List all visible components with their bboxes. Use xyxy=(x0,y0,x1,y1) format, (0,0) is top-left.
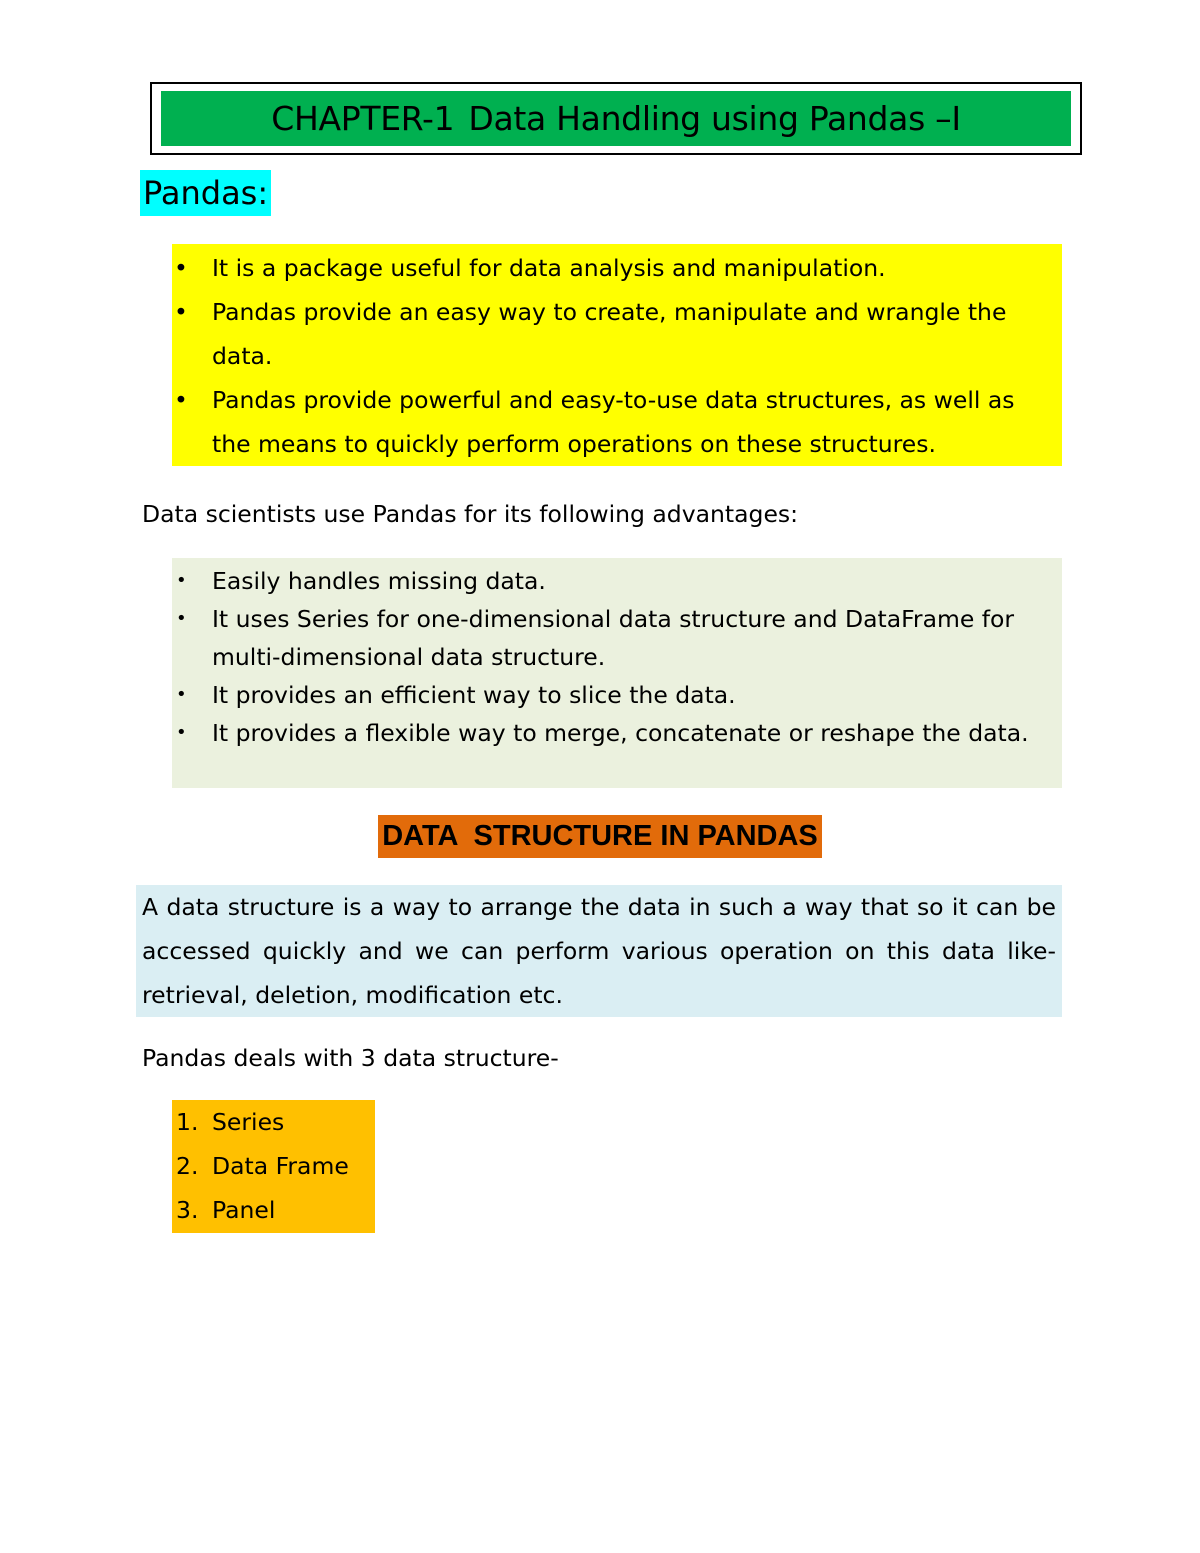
chapter-title-frame xyxy=(150,82,1082,155)
advantages-block xyxy=(172,558,1062,788)
list-item: 1. Series xyxy=(172,1100,349,1144)
chapter-number: CHAPTER-1 xyxy=(271,99,455,138)
data-structure-definition: A data structure is a way to arrange the data in such a way that so it can be accessed quickly and we can perform various operation on this data like- retrieval, deletion, modification etc. xyxy=(142,893,1056,1009)
pandas-heading: Pandas: xyxy=(140,170,271,216)
list-item: • Pandas provide an easy way to create, manipulate and wrangle the data. xyxy=(172,290,1052,378)
bullet-icon: • xyxy=(174,254,188,282)
advantages-intro: Data scientists use Pandas for its following advantages: xyxy=(142,500,799,528)
list-item: • It is a package useful for data analysis and manipulation. xyxy=(172,246,1052,290)
bullet-icon: • xyxy=(176,570,187,591)
list-number: 1. xyxy=(176,1108,199,1136)
list-item: 3. Panel xyxy=(172,1188,349,1232)
structures-list xyxy=(172,1100,349,1232)
bullet-icon: • xyxy=(174,298,188,326)
list-item: • It provides an efficient way to slice the data. xyxy=(172,676,1060,714)
advantages-list xyxy=(172,562,1060,752)
section-heading: DATA STRUCTURE IN PANDAS xyxy=(378,815,822,858)
list-item: 2. Data Frame xyxy=(172,1144,349,1188)
list-number: 2. xyxy=(176,1152,199,1180)
pandas-definition-block xyxy=(172,244,1062,466)
bullet-icon: • xyxy=(176,722,187,743)
list-item: • Pandas provide powerful and easy-to-use data structures, as well as the means to quickly perform operations on these structures. xyxy=(172,378,1052,466)
pandas-points-list xyxy=(172,246,1052,466)
data-structure-definition-block xyxy=(136,885,1062,1017)
list-item: • It uses Series for one-dimensional data structure and DataFrame for multi-dimensional data structure. xyxy=(172,600,1060,676)
chapter-title xyxy=(161,91,1071,146)
chapter-topic: Data Handling using Pandas –I xyxy=(468,99,961,138)
structures-block xyxy=(172,1100,375,1233)
list-item: • Easily handles missing data. xyxy=(172,562,1060,600)
list-item: • It provides a flexible way to merge, concatenate or reshape the data. xyxy=(172,714,1060,752)
bullet-icon: • xyxy=(176,684,187,705)
bullet-icon: • xyxy=(176,608,187,629)
list-number: 3. xyxy=(176,1196,199,1224)
bullet-icon: • xyxy=(174,386,188,414)
structures-intro: Pandas deals with 3 data structure- xyxy=(142,1044,559,1072)
